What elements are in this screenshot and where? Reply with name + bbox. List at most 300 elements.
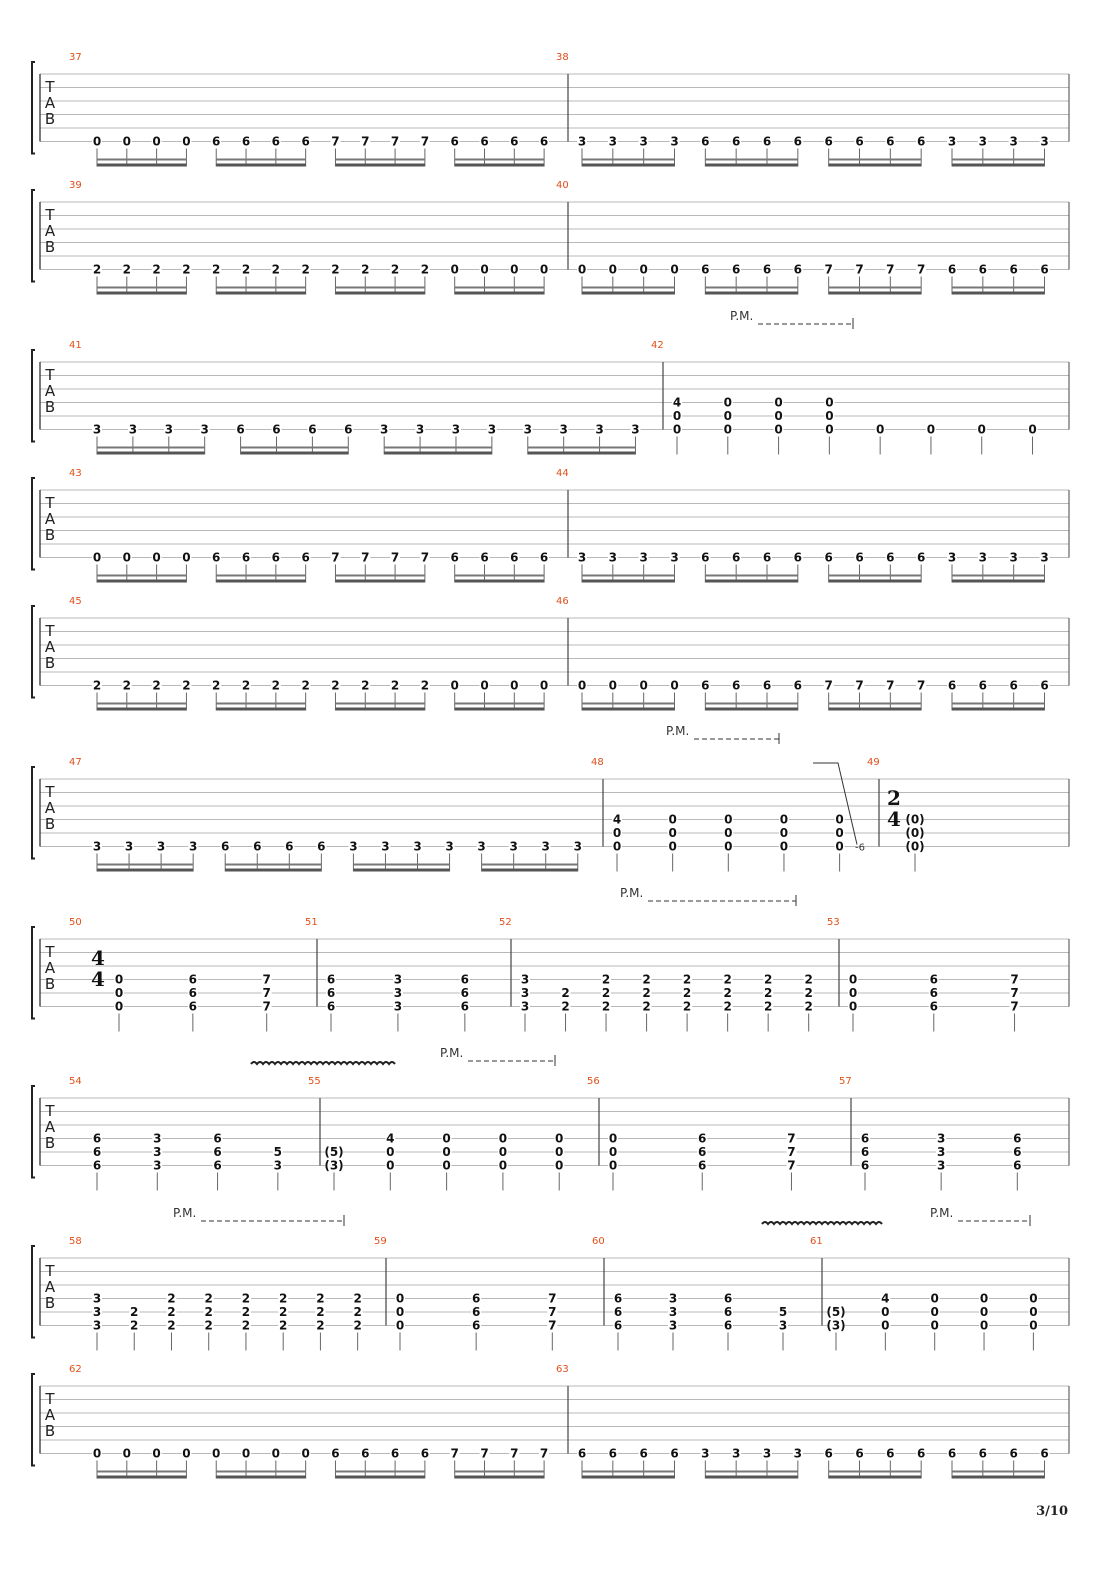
fret-number: 0 xyxy=(386,1145,395,1159)
fret-number: 6 xyxy=(947,678,957,693)
fret-number: 3 xyxy=(523,422,532,437)
tab-clef-letter: B xyxy=(44,1422,56,1440)
fret-number: 0 xyxy=(612,839,622,854)
tab-system xyxy=(32,1086,1069,1178)
note-beam xyxy=(97,447,205,449)
fret-number: 0 xyxy=(122,1446,131,1461)
fret-number: 6 xyxy=(539,134,549,149)
fret-number: 2 xyxy=(353,1291,362,1306)
fret-number: 2 xyxy=(152,678,161,693)
measure-number: 55 xyxy=(308,1076,321,1087)
note-beam xyxy=(455,292,544,295)
fret-number: 0 xyxy=(779,826,789,840)
fret-number: 0 xyxy=(241,1446,251,1461)
fret-number: 6 xyxy=(510,134,519,149)
fret-number: 0 xyxy=(608,1145,618,1159)
fret-number: 2 xyxy=(241,678,251,693)
fret-number: 6 xyxy=(608,1446,618,1461)
fret-number: 0 xyxy=(301,1446,310,1461)
fret-number: 0 xyxy=(979,1318,989,1333)
fret-number: 6 xyxy=(978,678,988,693)
fret-number: 2 xyxy=(212,678,221,693)
note-beam xyxy=(829,1471,922,1473)
fret-number: 7 xyxy=(787,1145,796,1159)
fret-number: 7 xyxy=(855,262,864,277)
fret-number: 6 xyxy=(701,678,710,693)
fret-number: 6 xyxy=(471,1305,481,1319)
fret-number: 2 xyxy=(763,972,773,987)
fret-number: 6 xyxy=(824,550,833,565)
fret-number: 2 xyxy=(279,1291,288,1306)
fret-number: 2 xyxy=(167,1305,176,1319)
fret-number: 2 xyxy=(642,986,651,1000)
fret-number: 3 xyxy=(668,1305,678,1319)
fret-number: 0 xyxy=(182,1446,191,1461)
fret-number: 0 xyxy=(442,1145,451,1159)
note-beam xyxy=(952,708,1045,711)
note-beam xyxy=(952,292,1045,295)
system-bracket xyxy=(32,62,35,154)
fret-number: 0 xyxy=(724,812,733,827)
note-beam xyxy=(225,869,321,872)
fret-number: 0 xyxy=(152,1446,161,1461)
fret-number: 6 xyxy=(701,262,710,277)
fret-number: 2 xyxy=(353,1305,362,1319)
tab-clef-letter: T xyxy=(45,1390,55,1408)
note-beam xyxy=(582,159,675,161)
measure-number: 46 xyxy=(556,596,569,607)
fret-number: 0 xyxy=(724,826,733,840)
measure-number: 44 xyxy=(556,468,569,479)
fret-number: 6 xyxy=(639,1446,648,1461)
measure-number: 42 xyxy=(651,340,664,351)
fret-number: 0 xyxy=(848,972,858,987)
fret-number: (0) xyxy=(905,826,925,840)
fret-number: 0 xyxy=(442,1131,451,1146)
note-beam xyxy=(829,580,922,583)
fret-number: 3 xyxy=(559,422,568,437)
fret-number: 2 xyxy=(682,972,692,987)
fret-number: 7 xyxy=(262,972,271,987)
fret-number: 6 xyxy=(1009,678,1018,693)
fret-number: 3 xyxy=(381,839,390,854)
fret-number: 7 xyxy=(548,1318,557,1333)
fret-number: 0 xyxy=(723,422,732,437)
fret-number: 6 xyxy=(916,1446,926,1461)
fret-number: 6 xyxy=(698,1158,707,1173)
tab-clef-letter: T xyxy=(45,1262,55,1280)
fret-number: 6 xyxy=(731,678,741,693)
palm-mute-label: P.M. xyxy=(930,1206,954,1220)
note-beam xyxy=(335,164,424,167)
fret-number: 6 xyxy=(978,262,988,277)
fret-number: 3 xyxy=(188,839,198,854)
fret-number: 7 xyxy=(539,1446,549,1461)
tab-clef-letter: A xyxy=(44,222,56,240)
note-beam xyxy=(455,703,544,705)
measure-number: 54 xyxy=(69,1076,82,1087)
fret-number: 3 xyxy=(608,134,618,149)
system-bracket xyxy=(32,606,35,698)
fret-number: 2 xyxy=(182,262,191,277)
fret-number: 0 xyxy=(480,678,489,693)
fret-number: 6 xyxy=(1013,1145,1022,1159)
fret-number: 7 xyxy=(450,1446,459,1461)
fret-number: 2 xyxy=(212,262,221,277)
note-beam xyxy=(335,287,424,289)
fret-number: 0 xyxy=(930,1291,939,1306)
fret-number: 7 xyxy=(420,550,430,565)
fret-number: (3) xyxy=(324,1158,344,1173)
note-beam xyxy=(829,708,922,711)
palm-mute-label: P.M. xyxy=(620,886,644,900)
system-bracket xyxy=(32,478,35,570)
note-beam xyxy=(829,1476,922,1479)
note-beam xyxy=(335,159,424,161)
measure-number: 40 xyxy=(556,180,569,191)
fret-number: 0 xyxy=(668,826,677,840)
tab-clef-letter: A xyxy=(44,799,56,817)
fret-number: 6 xyxy=(929,999,938,1014)
note-beam xyxy=(335,580,424,583)
fret-number: 2 xyxy=(241,1305,251,1319)
measure-number: 48 xyxy=(591,757,604,768)
fret-number: 0 xyxy=(779,839,789,854)
fret-number: 0 xyxy=(498,1131,508,1146)
fret-number: 4 xyxy=(881,1291,890,1306)
fret-number: 0 xyxy=(639,262,648,277)
tab-clef-letter: T xyxy=(45,366,55,384)
fret-number: 2 xyxy=(204,1318,213,1333)
fret-number: 0 xyxy=(182,550,191,565)
note-beam xyxy=(582,1471,675,1473)
fret-number: 2 xyxy=(763,999,773,1014)
measure-number: 47 xyxy=(69,757,82,768)
fret-number: 6 xyxy=(731,134,741,149)
fret-number: 2 xyxy=(390,262,400,277)
note-beam xyxy=(216,287,305,289)
fret-number: 0 xyxy=(450,262,459,277)
fret-number: 0 xyxy=(1029,1291,1038,1306)
note-beam xyxy=(216,1471,305,1473)
note-beam xyxy=(455,159,544,161)
note-beam xyxy=(97,869,193,872)
fret-number: 6 xyxy=(253,839,262,854)
fret-number: 7 xyxy=(916,678,926,693)
fret-number: 6 xyxy=(301,134,310,149)
fret-number: 3 xyxy=(947,134,957,149)
fret-number: 2 xyxy=(122,678,131,693)
note-beam xyxy=(829,292,922,295)
fret-number: 6 xyxy=(793,262,803,277)
fret-number: 6 xyxy=(212,134,221,149)
fret-number: 4 xyxy=(672,395,682,410)
fret-number: 2 xyxy=(241,1291,251,1306)
fret-number: 6 xyxy=(326,972,336,987)
fret-number: 0 xyxy=(122,550,131,565)
fret-number: 0 xyxy=(881,1305,890,1319)
fret-number: 3 xyxy=(200,422,209,437)
note-beam xyxy=(335,575,424,577)
fret-number: 3 xyxy=(639,550,648,565)
fret-number: 0 xyxy=(930,1305,939,1319)
fret-number: 6 xyxy=(731,550,741,565)
system-bracket xyxy=(32,190,35,282)
fret-number: 6 xyxy=(762,262,772,277)
note-beam xyxy=(528,452,636,455)
fret-number: 6 xyxy=(241,134,251,149)
fret-number: 0 xyxy=(395,1318,405,1333)
note-beam xyxy=(216,575,305,577)
tab-clef-letter: A xyxy=(44,638,56,656)
system-bracket xyxy=(32,1246,35,1338)
fret-number: 0 xyxy=(450,678,459,693)
fret-number: 6 xyxy=(731,262,741,277)
tab-clef-letter: B xyxy=(44,110,56,128)
fret-number: 6 xyxy=(92,1158,102,1173)
note-beam xyxy=(582,164,675,167)
note-beam xyxy=(952,287,1045,289)
fret-number: 2 xyxy=(271,262,281,277)
fret-number: 3 xyxy=(573,839,582,854)
fret-number: 2 xyxy=(361,678,370,693)
fret-number: 6 xyxy=(886,1446,895,1461)
fret-number: 0 xyxy=(122,134,131,149)
fret-number: 0 xyxy=(1029,1305,1038,1319)
note-beam xyxy=(335,708,424,711)
fret-number: 2 xyxy=(561,986,570,1000)
fret-number: 3 xyxy=(631,422,640,437)
fret-number: 0 xyxy=(979,1291,989,1306)
fret-number: 6 xyxy=(947,1446,957,1461)
note-beam xyxy=(829,575,922,577)
fret-number: 3 xyxy=(541,839,550,854)
fret-number: 0 xyxy=(724,839,733,854)
measure-number: 49 xyxy=(867,757,880,768)
fret-number: 3 xyxy=(92,839,102,854)
note-beam xyxy=(97,575,186,577)
system-bracket xyxy=(32,767,35,859)
fret-number: 6 xyxy=(272,422,281,437)
fret-number: 0 xyxy=(395,1305,405,1319)
fret-number: 6 xyxy=(613,1305,623,1319)
fret-number: 2 xyxy=(167,1318,176,1333)
fret-number: 7 xyxy=(262,986,271,1000)
fret-number: 0 xyxy=(1028,422,1037,437)
fret-number: 2 xyxy=(331,262,340,277)
measure-number: 52 xyxy=(499,917,512,928)
palm-mute-label: P.M. xyxy=(666,724,690,738)
fret-number: 2 xyxy=(361,262,370,277)
fret-number: 2 xyxy=(130,1305,139,1319)
note-beam xyxy=(582,287,675,289)
note-beam xyxy=(952,580,1045,583)
fret-number: 7 xyxy=(420,134,430,149)
fret-number: 2 xyxy=(601,986,611,1000)
fret-number: 6 xyxy=(1040,1446,1049,1461)
fret-number: 6 xyxy=(793,678,803,693)
fret-number: 7 xyxy=(1010,986,1019,1000)
fret-number: 0 xyxy=(930,1318,939,1333)
tab-system xyxy=(32,927,1069,1019)
fret-number: 3 xyxy=(1009,550,1018,565)
tab-clef-letter: T xyxy=(45,783,55,801)
fret-number: 3 xyxy=(92,1291,102,1306)
fret-number: 0 xyxy=(555,1131,564,1146)
fret-number: 6 xyxy=(460,972,470,987)
fret-number: 3 xyxy=(670,550,679,565)
fret-number: 3 xyxy=(520,999,530,1014)
measure-number: 58 xyxy=(69,1236,82,1247)
fret-number: 6 xyxy=(471,1318,481,1333)
time-signature-top: 4 xyxy=(91,946,105,970)
fret-number: 3 xyxy=(793,1446,803,1461)
tab-clef-letter: A xyxy=(44,382,56,400)
note-beam xyxy=(353,869,449,872)
tab-clef-letter: B xyxy=(44,975,56,993)
fret-number: 0 xyxy=(555,1158,564,1173)
fret-number: 3 xyxy=(153,1131,162,1146)
fret-number: 6 xyxy=(1009,262,1018,277)
note-beam xyxy=(482,869,578,872)
fret-number: 0 xyxy=(386,1158,395,1173)
fret-number: 7 xyxy=(480,1446,489,1461)
tab-clef-letter: B xyxy=(44,526,56,544)
fret-number: (0) xyxy=(905,812,925,827)
fret-number: 6 xyxy=(326,986,336,1000)
measure-number: 45 xyxy=(69,596,82,607)
tab-clef-letter: B xyxy=(44,398,56,416)
fret-number: 3 xyxy=(92,1305,102,1319)
fret-number: 3 xyxy=(731,1446,741,1461)
fret-number: 0 xyxy=(612,826,622,840)
fret-number: 2 xyxy=(122,262,131,277)
fret-number: 0 xyxy=(539,678,549,693)
fret-number: 0 xyxy=(848,986,858,1000)
fret-number: 2 xyxy=(182,678,191,693)
fret-number: 2 xyxy=(561,999,570,1014)
note-beam xyxy=(582,575,675,577)
tab-clef-letter: T xyxy=(45,622,55,640)
note-beam xyxy=(97,292,186,295)
note-beam xyxy=(335,292,424,295)
fret-number: 0 xyxy=(774,422,783,437)
note-beam xyxy=(225,864,321,866)
fret-number: 2 xyxy=(301,678,310,693)
fret-number: 3 xyxy=(413,839,422,854)
fret-number: 6 xyxy=(450,134,459,149)
fret-number: 7 xyxy=(361,134,370,149)
fret-number: 6 xyxy=(480,550,489,565)
fret-number: 0 xyxy=(779,812,789,827)
fret-number: 3 xyxy=(1040,550,1049,565)
note-beam xyxy=(705,575,798,577)
fret-number: 0 xyxy=(480,262,489,277)
fret-number: (0) xyxy=(905,839,925,854)
fret-number: 3 xyxy=(778,1318,788,1333)
time-signature-bottom: 4 xyxy=(91,967,105,991)
fret-number: 0 xyxy=(835,839,844,854)
fret-number: 7 xyxy=(331,550,340,565)
note-beam xyxy=(216,708,305,711)
fret-number: 3 xyxy=(577,134,587,149)
note-beam xyxy=(216,1476,305,1479)
measure-number: 56 xyxy=(587,1076,600,1087)
palm-mute-label: P.M. xyxy=(440,1046,464,1060)
note-beam xyxy=(97,164,186,167)
fret-number: 0 xyxy=(848,999,858,1014)
note-beam xyxy=(952,1471,1045,1473)
fret-number: 3 xyxy=(273,1158,283,1173)
fret-number: 6 xyxy=(471,1291,481,1306)
note-beam xyxy=(216,164,305,167)
fret-number: 6 xyxy=(793,550,803,565)
fret-number: 3 xyxy=(577,550,587,565)
tab-clef-letter: B xyxy=(44,815,56,833)
measure-number: 63 xyxy=(556,1364,569,1375)
note-beam xyxy=(335,1476,424,1479)
tab-clef-letter: A xyxy=(44,94,56,112)
fret-number: 3 xyxy=(393,986,403,1000)
fret-number: 7 xyxy=(1010,999,1019,1014)
fret-number: 2 xyxy=(316,1305,325,1319)
fret-number: 6 xyxy=(221,839,230,854)
fret-number: 0 xyxy=(510,678,519,693)
tab-clef-letter: A xyxy=(44,1406,56,1424)
fret-number: 3 xyxy=(978,134,988,149)
fret-number: 3 xyxy=(947,550,957,565)
note-beam xyxy=(582,580,675,583)
fret-number: 2 xyxy=(241,1318,251,1333)
palm-mute-label: P.M. xyxy=(730,309,754,323)
fret-number: 2 xyxy=(204,1305,213,1319)
tab-clef-letter: A xyxy=(44,1278,56,1296)
measure-number: 61 xyxy=(810,1236,823,1247)
fret-number: 3 xyxy=(936,1145,946,1159)
fret-number: 6 xyxy=(723,1291,733,1306)
fret-number: 7 xyxy=(787,1158,796,1173)
note-beam xyxy=(705,1471,798,1473)
tab-clef-letter: A xyxy=(44,510,56,528)
fret-number: 6 xyxy=(978,1446,988,1461)
fret-number: 6 xyxy=(213,1158,222,1173)
fret-number: 2 xyxy=(279,1318,288,1333)
fret-number: 3 xyxy=(487,422,497,437)
fret-number: 6 xyxy=(762,550,772,565)
fret-number: 6 xyxy=(480,134,489,149)
fret-number: 0 xyxy=(555,1145,564,1159)
fret-number: 0 xyxy=(672,422,682,437)
fret-number: 3 xyxy=(1040,134,1049,149)
fret-number: 3 xyxy=(701,1446,710,1461)
fret-number: 6 xyxy=(344,422,353,437)
fret-number: 0 xyxy=(114,999,124,1014)
fret-number: 0 xyxy=(114,986,124,1000)
note-beam xyxy=(97,580,186,583)
vibrato-wavy-line xyxy=(762,1222,882,1224)
note-beam xyxy=(384,447,492,449)
fret-number: 6 xyxy=(301,550,310,565)
fret-number: 2 xyxy=(723,972,732,987)
fret-number: 7 xyxy=(1010,972,1019,987)
fret-number: 0 xyxy=(539,262,549,277)
fret-number: (3) xyxy=(826,1318,846,1333)
fret-number: 6 xyxy=(92,1131,102,1146)
fret-number: 6 xyxy=(855,550,864,565)
fret-number: 2 xyxy=(316,1318,325,1333)
fret-number: 3 xyxy=(670,134,679,149)
fret-number: 2 xyxy=(642,999,651,1014)
